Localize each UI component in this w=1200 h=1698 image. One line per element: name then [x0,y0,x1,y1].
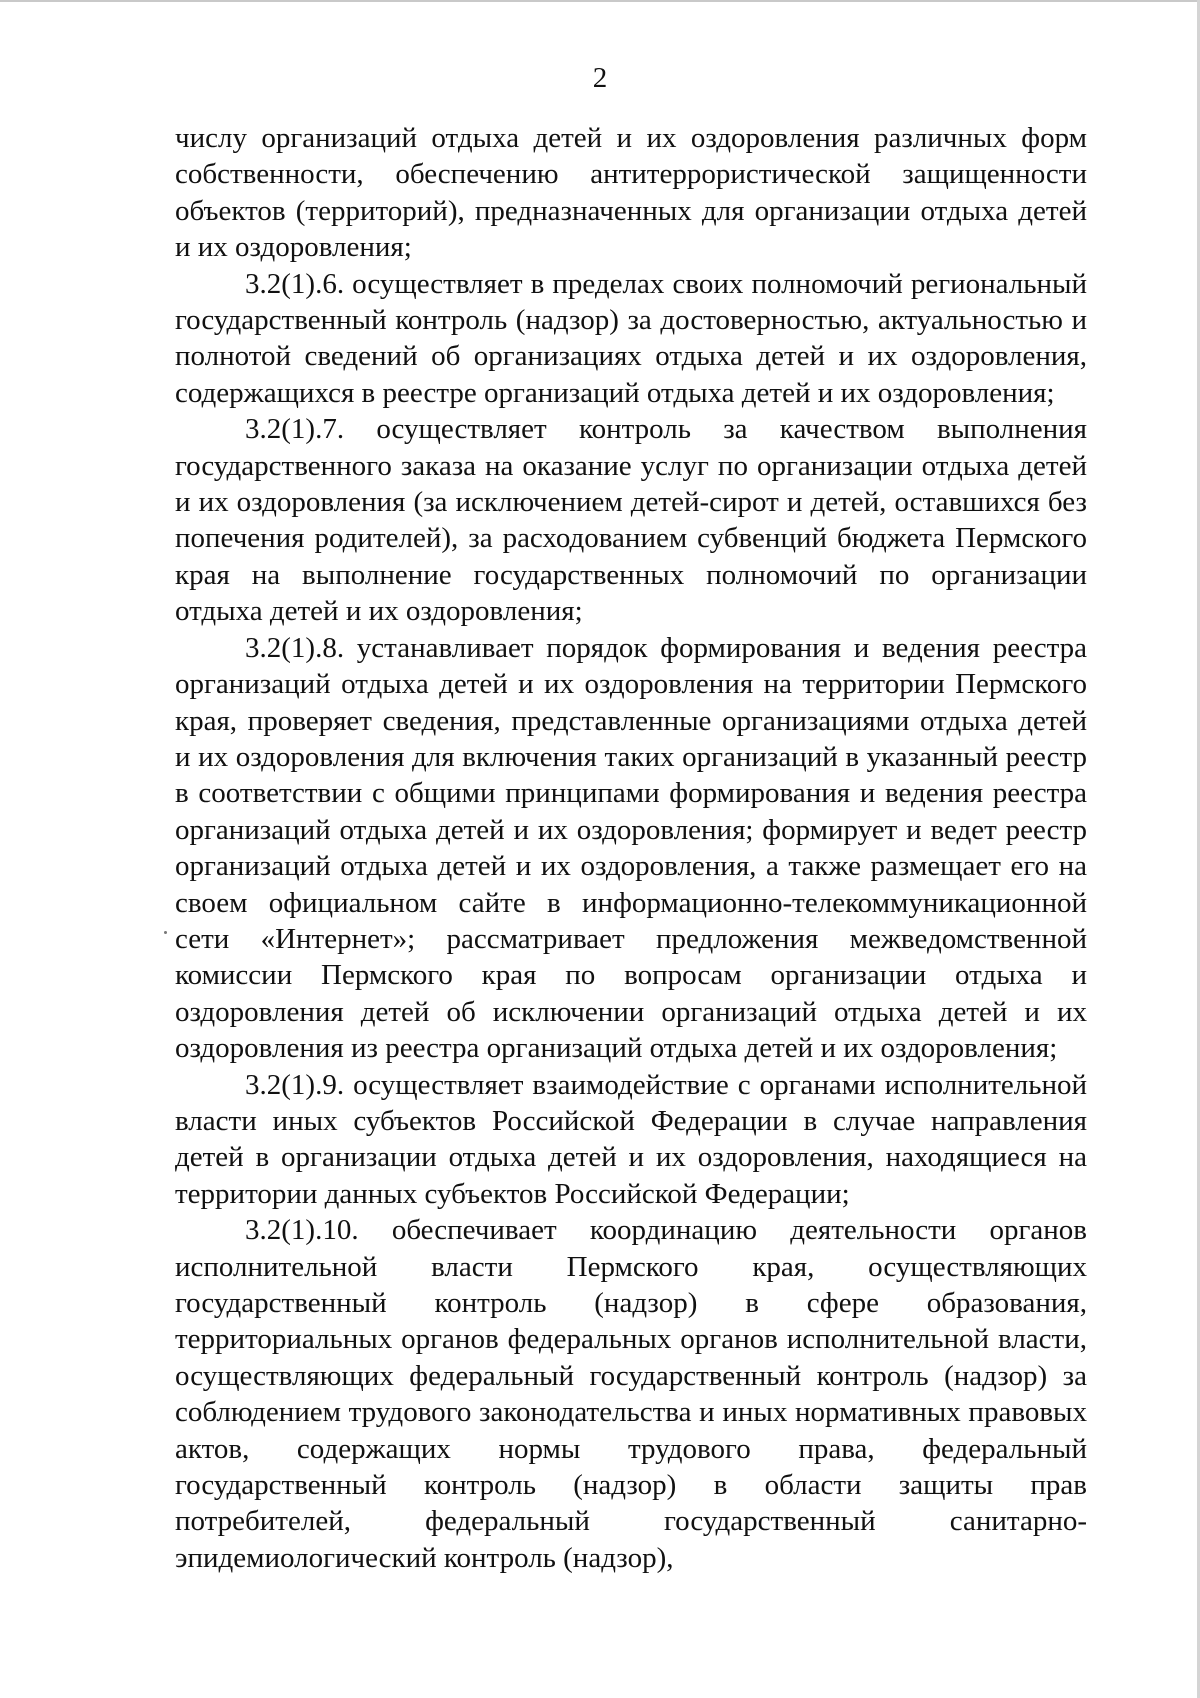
paragraph-item-3-2-1-9: 3.2(1).9. осуществляет взаимодействие с органами исполнительной власти иных субъектов Российской Федерации в случае направления детей в организации отдыха детей и их оздоровления, находящиеся на территории данных субъектов Российской Федерации; [175,1068,1087,1210]
paragraph-continuation: числу организаций отдыха детей и их оздоровления различных форм собственности, обеспечению антитеррористической защищенности объектов (территорий), предназначенных для организации отдыха детей и их оздоровления; [175,122,1087,264]
document-body [175,120,1087,1576]
paragraph-item-3-2-1-7: 3.2(1).7. осуществляет контроль за качеством выполнения государственного заказа на оказание услуг по организации отдыха детей и их оздоровления (за исключением детей-сирот и детей, оставшихся без попечения родителей), за расходованием субвенций бюджета Пермского края на выполнение государственных полномочий по организации отдыха детей и их оздоровления; [175,413,1087,628]
scan-edge-top [0,0,1200,2]
paragraph-item-3-2-1-8: 3.2(1).8. устанавливает порядок формирования и ведения реестра организаций отдыха детей и их оздоровления на территории Пермского края, проверяет сведения, представленные организациями отдыха детей и их оздоровления для включения таких организаций в указанный реестр в соответствии с общими принципами формирования и ведения реестра организаций отдыха детей и их оздоровления; формирует и ведет реестр организаций отдыха детей и их оздоровления, а также размещает его на своем официальном сайте в информационно-телекоммуникационной сети «Интернет»; рассматривает предложения межведомственной комиссии Пермского края по вопросам организации отдыха и оздоровления детей об исключении организаций отдыха детей и их оздоровления из реестра организаций отдыха детей и их оздоровления; [175,631,1087,1065]
paragraph-item-3-2-1-6: 3.2(1).6. осуществляет в пределах своих полномочий региональный государственный контроль (надзор) за достоверностью, актуальностью и полнотой сведений об организациях отдыха детей и их оздоровления, содержащихся в реестре организаций отдыха детей и их оздоровления; [175,267,1087,409]
page-number: 2 [592,62,608,94]
paragraph-item-3-2-1-10: 3.2(1).10. обеспечивает координацию деятельности органов исполнительной власти Пермского края, осуществляющих государственный контроль (надзор) в сфере образования, территориальных органов федеральных органов исполнительной власти, осуществляющих федеральный государственный контроль (надзор) за соблюдением трудового законодательства и иных нормативных правовых актов, содержащих нормы трудового права, федеральный государственный контроль (надзор) в области защиты прав потребителей, федеральный государственный санитарно-эпидемиологический контроль (надзор), [175,1214,1087,1574]
scan-speck [164,931,167,934]
